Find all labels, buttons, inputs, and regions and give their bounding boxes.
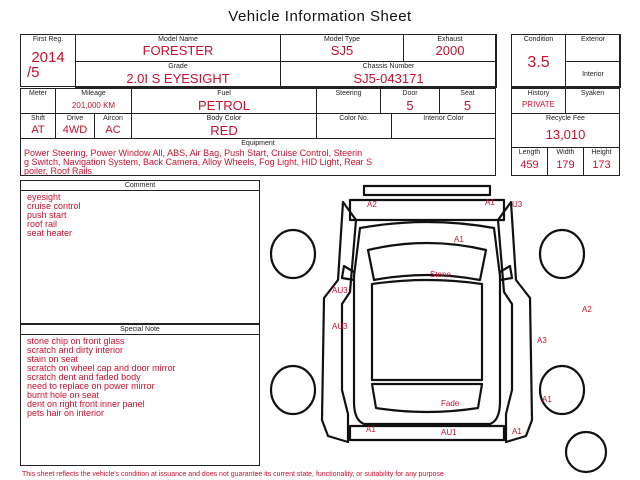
condition-block bbox=[511, 34, 620, 87]
comment-item: eyesight bbox=[27, 192, 61, 202]
model-type-label: Model Type bbox=[323, 36, 361, 43]
front-right-wheel bbox=[540, 230, 584, 278]
exterior-label: Exterior bbox=[580, 36, 606, 43]
special-note-box bbox=[20, 324, 260, 466]
footer-disclaimer: This sheet reflects the vehicle's condition at issuance and does not guarantee its current state, functionality, or suitability for any purpose bbox=[22, 471, 444, 478]
recycle-fee-value: 13,010 bbox=[545, 127, 586, 142]
interior-label: Interior bbox=[582, 71, 604, 78]
drive-value: 4WD bbox=[62, 124, 88, 136]
first-reg-year: 2014 bbox=[31, 49, 65, 66]
mileage-cell bbox=[55, 88, 132, 114]
comment-list bbox=[27, 193, 81, 238]
exhaust-label: Exhaust bbox=[437, 36, 463, 43]
right-side-profile bbox=[498, 202, 532, 442]
exhaust-value: 2000 bbox=[435, 43, 465, 58]
height-label: Height bbox=[591, 149, 612, 156]
drive-label: Drive bbox=[66, 115, 84, 122]
damage-mark-stone: Stone bbox=[430, 270, 451, 279]
meter-label: Meter bbox=[29, 90, 47, 97]
damage-mark-a2-right: A2 bbox=[582, 305, 592, 314]
spare-tire bbox=[566, 432, 606, 472]
model-name-label: Model Name bbox=[158, 36, 198, 43]
length-label: Length bbox=[518, 149, 541, 156]
rear-left-wheel bbox=[271, 366, 315, 414]
special-note-item: dent on right front inner panel bbox=[27, 399, 145, 409]
damage-mark-a1-bottom-right: A1 bbox=[512, 427, 522, 436]
comment-item: seat heater bbox=[27, 228, 73, 238]
first-reg-label: First Reg. bbox=[32, 36, 64, 43]
model-type-cell bbox=[280, 34, 404, 62]
chassis-cell bbox=[280, 61, 497, 88]
history-value: PRIVATE bbox=[521, 100, 556, 109]
recycle-fee-label: Recycle Fee bbox=[546, 115, 585, 122]
chassis-value: SJ5-043171 bbox=[353, 71, 424, 86]
door-cell bbox=[380, 88, 440, 114]
special-note-list bbox=[27, 337, 176, 418]
damage-mark-au1-bottom: AU1 bbox=[441, 428, 457, 437]
exterior-cell bbox=[565, 34, 621, 62]
model-type-value: SJ5 bbox=[330, 43, 354, 58]
mileage-value: 201,000 KM bbox=[71, 101, 116, 110]
grade-cell bbox=[75, 61, 281, 88]
drive-cell bbox=[55, 113, 95, 139]
height-cell bbox=[583, 147, 620, 176]
grade-label: Grade bbox=[168, 63, 188, 70]
damage-mark-a1-rear-right: A1 bbox=[542, 395, 552, 404]
comment-label: Comment bbox=[124, 182, 156, 189]
roof-outline bbox=[364, 186, 490, 195]
windshield bbox=[368, 243, 486, 280]
equipment-line-3: poiler, Roof Rails bbox=[24, 166, 93, 176]
aircon-value: AC bbox=[105, 124, 121, 136]
body-color-value: RED bbox=[210, 123, 238, 138]
exhaust-cell bbox=[403, 34, 497, 62]
comment-box bbox=[20, 180, 260, 324]
interior-color-cell bbox=[391, 113, 496, 139]
history-cell bbox=[511, 88, 566, 114]
width-cell bbox=[547, 147, 584, 176]
roof-area bbox=[372, 280, 482, 380]
damage-mark-a1-bottom-left: A1 bbox=[366, 425, 376, 434]
condition-label: Condition bbox=[523, 36, 554, 43]
equipment-label: Equipment bbox=[241, 140, 275, 147]
syaken-cell bbox=[565, 88, 620, 114]
aircon-label: Aircon bbox=[103, 115, 123, 122]
seat-cell bbox=[439, 88, 496, 114]
condition-value: 3.5 bbox=[527, 54, 550, 71]
equipment-line-2: g Switch, Navigation System, Back Camera, Alloy Wheels, Fog Light, HID Light, Rear S bbox=[24, 157, 373, 167]
damage-mark-u3-top: U3 bbox=[512, 200, 523, 209]
steering-label: Steering bbox=[335, 90, 362, 97]
damage-mark-fade: Fade bbox=[441, 399, 460, 408]
special-note-item: scratch on wheel cap and door mirror bbox=[27, 363, 176, 373]
special-note-item: pets hair on interior bbox=[27, 408, 105, 418]
steering-cell bbox=[316, 88, 381, 114]
first-reg-month: /5 bbox=[27, 64, 40, 81]
history-label: History bbox=[527, 90, 550, 97]
seat-value: 5 bbox=[463, 98, 472, 113]
mileage-label: Mileage bbox=[81, 90, 106, 97]
special-note-item: need to replace on power mirror bbox=[27, 381, 155, 391]
damage-mark-au3-upper: AU3 bbox=[332, 286, 348, 295]
color-no-label: Color No. bbox=[339, 115, 369, 122]
shift-label: Shift bbox=[30, 115, 45, 122]
interior-cell bbox=[565, 61, 621, 88]
comment-item: cruise control bbox=[27, 201, 81, 211]
door-label: Door bbox=[402, 90, 418, 97]
color-no-cell bbox=[316, 113, 392, 139]
body-color-label: Body Color bbox=[206, 115, 242, 122]
fuel-cell bbox=[131, 88, 317, 114]
front-left-wheel bbox=[271, 230, 315, 278]
aircon-cell bbox=[94, 113, 132, 139]
length-value: 459 bbox=[520, 159, 539, 171]
special-note-item: stone chip on front glass bbox=[27, 336, 125, 346]
grade-value: 2.0I S EYESIGHT bbox=[126, 71, 230, 86]
body-outline bbox=[354, 222, 500, 424]
seat-label: Seat bbox=[460, 90, 475, 97]
comment-item: roof rail bbox=[27, 219, 58, 229]
special-note-label: Special Note bbox=[120, 326, 160, 333]
model-name-cell bbox=[75, 34, 281, 62]
condition-cell bbox=[511, 34, 566, 88]
rear-right-wheel bbox=[540, 366, 584, 414]
damage-mark-a3-right: A3 bbox=[537, 336, 547, 345]
special-note-item: stain on seat bbox=[27, 354, 79, 364]
shift-cell bbox=[20, 113, 56, 139]
chassis-label: Chassis Number bbox=[362, 63, 415, 70]
body-color-cell bbox=[131, 113, 317, 139]
shift-value: AT bbox=[31, 124, 45, 136]
comment-item: push start bbox=[27, 210, 67, 220]
sheet-title: Vehicle Information Sheet bbox=[228, 8, 412, 25]
damage-mark-a1-top: A1 bbox=[485, 198, 495, 207]
width-label: Width bbox=[556, 149, 575, 156]
damage-mark-a2-top: A2 bbox=[367, 200, 377, 209]
model-name-value: FORESTER bbox=[142, 43, 214, 58]
meter-cell bbox=[20, 88, 56, 114]
damage-mark-a1-hood: A1 bbox=[454, 235, 464, 244]
syaken-label: Syaken bbox=[580, 90, 605, 97]
equipment-cell bbox=[20, 138, 496, 176]
first-reg-box bbox=[20, 34, 76, 87]
fuel-value: PETROL bbox=[197, 98, 250, 113]
special-note-item: scratch and dirty interior bbox=[27, 345, 124, 355]
equipment-line-1: Power Steering, Power Window All, ABS, Air Bag, Push Start, Cruise Control, Steerin bbox=[24, 148, 363, 158]
damage-mark-au3-lower: AU3 bbox=[332, 322, 348, 331]
model-block bbox=[75, 34, 496, 87]
fuel-label: Fuel bbox=[217, 90, 231, 97]
height-value: 173 bbox=[592, 159, 611, 171]
recycle-fee-cell bbox=[511, 113, 620, 148]
length-cell bbox=[511, 147, 548, 176]
width-value: 179 bbox=[556, 159, 575, 171]
door-value: 5 bbox=[406, 98, 414, 113]
interior-color-label: Interior Color bbox=[423, 115, 464, 122]
rear-window bbox=[372, 384, 482, 412]
special-note-item: burnt hole on seat bbox=[27, 390, 100, 400]
special-note-item: scratch dent and faded body bbox=[27, 372, 141, 382]
